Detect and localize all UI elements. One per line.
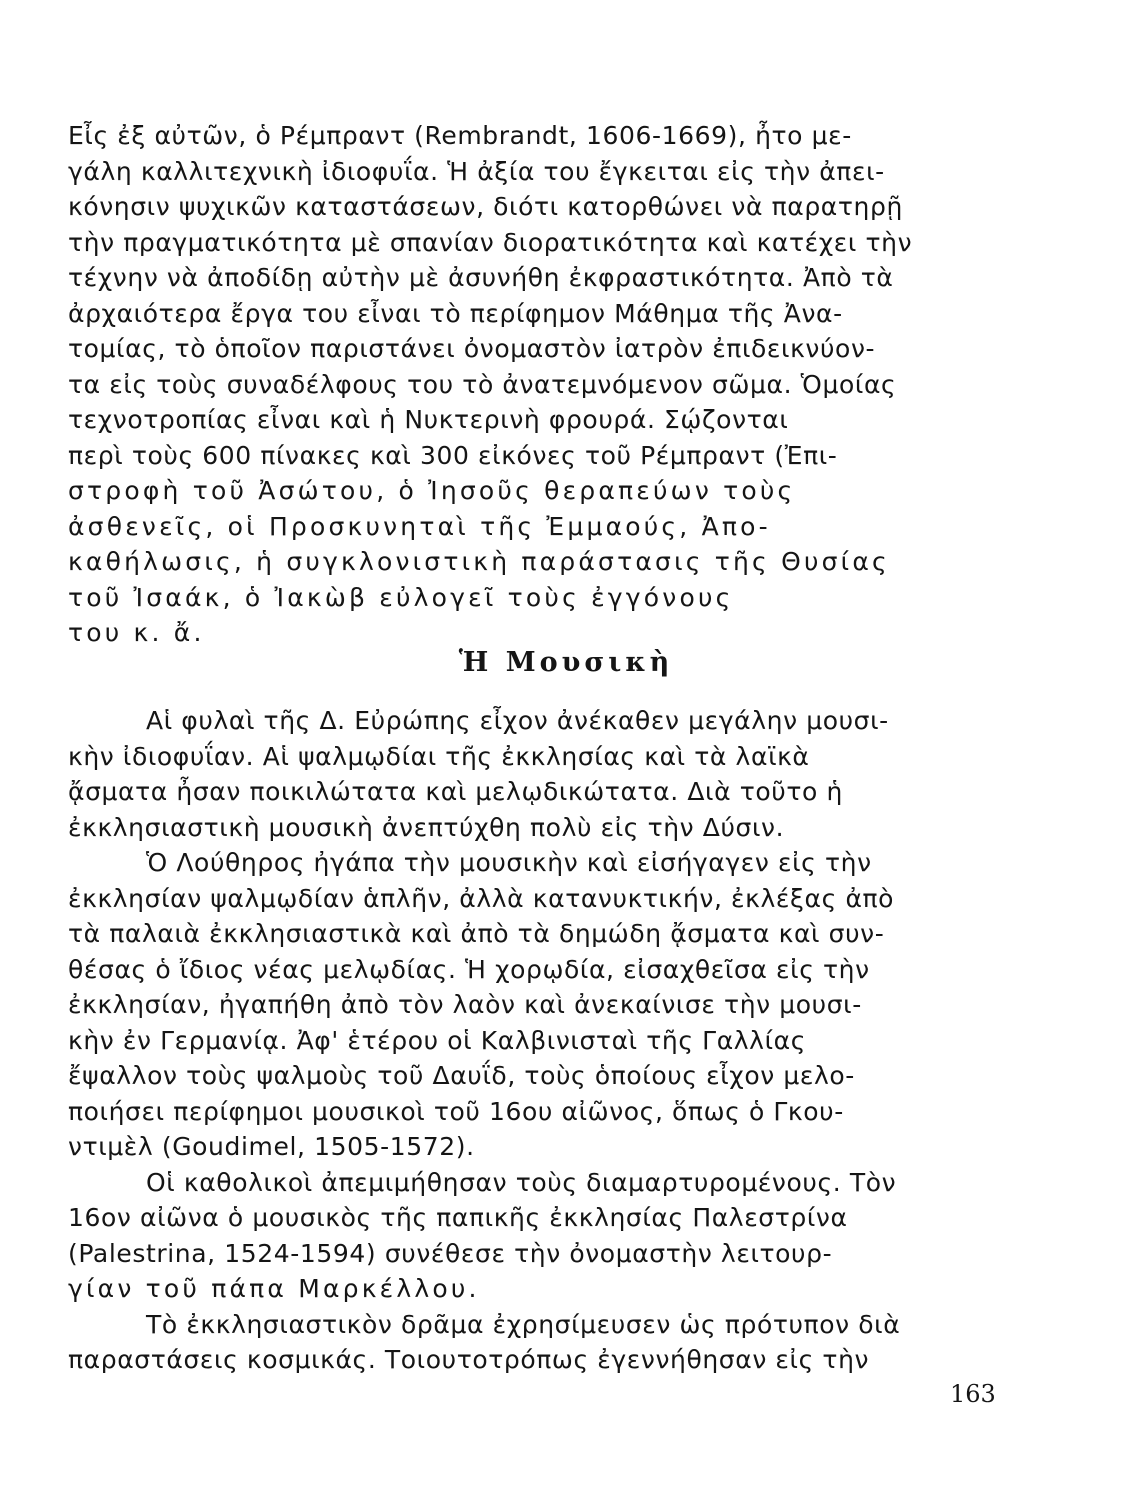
text-line: τέχνην νὰ ἀποδίδῃ αὐτὴν μὲ ἀσυνήθη ἐκφραστικότητα. Ἀπὸ τὰ	[68, 263, 894, 292]
text-line: Ὁ Λούθηρος ἠγάπα τὴν μουσικὴν καὶ εἰσήγαγεν εἰς τὴν	[146, 848, 872, 877]
text-line: Οἱ καθολικοὶ ἀπεμιμήθησαν τοὺς διαμαρτυρομένους. Τὸν	[146, 1167, 897, 1197]
text-line: (Palestrina, 1524-1594) συνέθεσε τὴν ὀνομαστὴν λειτουρ-	[68, 1238, 833, 1268]
rembrandt-paragraph	[68, 118, 993, 651]
text-line: γίαν τοῦ πάπα Μαρκέλλου.	[68, 1274, 480, 1303]
page-number: 163	[950, 1380, 996, 1408]
text-line: τὰ παλαιὰ ἐκκλησιαστικὰ καὶ ἀπὸ τὰ δημώδη ᾄσματα καὶ συν-	[68, 919, 885, 948]
text-line: Εἶς ἐξ αὐτῶν, ὁ Ρέμπραντ (Rembrandt, 1606-1669), ἦτο με-	[68, 121, 852, 150]
text-line: ποιήσει περίφημοι μουσικοὶ τοῦ 16ου αἰῶνος, ὅπως ὁ Γκου-	[68, 1096, 844, 1126]
text-line: στροφὴ τοῦ Ἀσώτου, ὁ Ἰησοῦς θεραπεύων τοὺς	[68, 476, 796, 505]
text-line: παραστάσεις κοσμικάς. Τοιουτοτρόπως ἐγεννήθησαν εἰς τὴν	[68, 1345, 870, 1374]
text-line: ἐκκλησιαστικὴ μουσικὴ ἀνεπτύχθη πολὺ εἰς τὴν Δύσιν.	[68, 812, 785, 842]
text-line: κόνησιν ψυχικῶν καταστάσεων, διότι κατορθώνει νὰ παρατηρῇ	[68, 192, 903, 221]
text-line: Τὸ ἐκκλησιαστικὸν δρᾶμα ἐχρησίμευσεν ὡς πρότυπον διὰ	[146, 1309, 901, 1339]
text-line: ἀρχαιότερα ἔργα του εἶναι τὸ περίφημον Μάθημα τῆς Ἀνα-	[68, 298, 843, 328]
text-line: ᾄσματα ἦσαν ποικιλώτατα καὶ μελῳδικώτατα. Διὰ τοῦτο ἡ	[68, 777, 843, 806]
text-line: κὴν ἰδιοφυΐαν. Αἱ ψαλμῳδίαι τῆς ἐκκλησίας καὶ τὰ λαϊκὰ	[68, 741, 810, 771]
text-line: Αἱ φυλαὶ τῆς Δ. Εὐρώπης εἶχον ἀνέκαθεν μεγάλην μουσι-	[146, 706, 889, 735]
text-line: ἀσθενεῖς, οἱ Προσκυνηταὶ τῆς Ἐμμαούς, Ἀπο-	[68, 511, 771, 541]
text-line: θέσας ὁ ἴδιος νέας μελῳδίας. Ἡ χορῳδία, εἰσαχθεῖσα εἰς τὴν	[68, 954, 870, 984]
section-heading: Ἡ Μουσικὴ	[458, 647, 674, 678]
text-line: περὶ τοὺς 600 πίνακες καὶ 300 εἰκόνες τοῦ Ρέμπραντ (Ἐπι-	[68, 440, 838, 470]
text-line: τοῦ Ἰσαάκ, ὁ Ἰακὼβ εὐλογεῖ τοὺς ἐγγόνους	[68, 582, 734, 612]
text-line: ἔψαλλον τοὺς ψαλμοὺς τοῦ Δαυΐδ, τοὺς ὁποίους εἶχον μελο-	[68, 1061, 855, 1090]
text-line: τεχνοτροπίας εἶναι καὶ ἡ Νυκτερινὴ φρουρά. Σῴζονται	[68, 405, 789, 434]
music-section	[68, 703, 993, 1378]
text-line: ντιμὲλ (Goudimel, 1505-1572).	[68, 1132, 475, 1161]
text-line: γάλη καλλιτεχνικὴ ἰδιοφυΐα. Ἡ ἀξία του ἔγκειται εἰς τὴν ἀπει-	[68, 156, 885, 186]
text-line: του κ. ἄ.	[68, 618, 205, 647]
text-line: ἐκκλησίαν, ἠγαπήθη ἀπὸ τὸν λαὸν καὶ ἀνεκαίνισε τὴν μουσι-	[68, 990, 862, 1019]
text-line: 16ον αἰῶνα ὁ μουσικὸς τῆς παπικῆς ἐκκλησίας Παλεστρίνα	[68, 1203, 848, 1232]
text-line: τα εἰς τοὺς συναδέλφους του τὸ ἀνατεμνόμενον σῶμα. Ὁμοίας	[68, 369, 897, 399]
text-line: ἐκκλησίαν ψαλμῳδίαν ἁπλῆν, ἀλλὰ κατανυκτικήν, ἐκλέξας ἀπὸ	[68, 883, 895, 913]
text-line: τὴν πραγματικότητα μὲ σπανίαν διορατικότητα καὶ κατέχει τὴν	[68, 227, 913, 257]
text-line: κὴν ἐν Γερμανίᾳ. Ἀφ' ἑτέρου οἱ Καλβινισταὶ τῆς Γαλλίας	[68, 1025, 806, 1055]
text-line: τομίας, τὸ ὁποῖον παριστάνει ὀνομαστὸν ἰατρὸν ἐπιδεικνύον-	[68, 334, 876, 363]
text-line: καθήλωσις, ἡ συγκλονιστικὴ παράστασις τῆς Θυσίας	[68, 547, 890, 576]
